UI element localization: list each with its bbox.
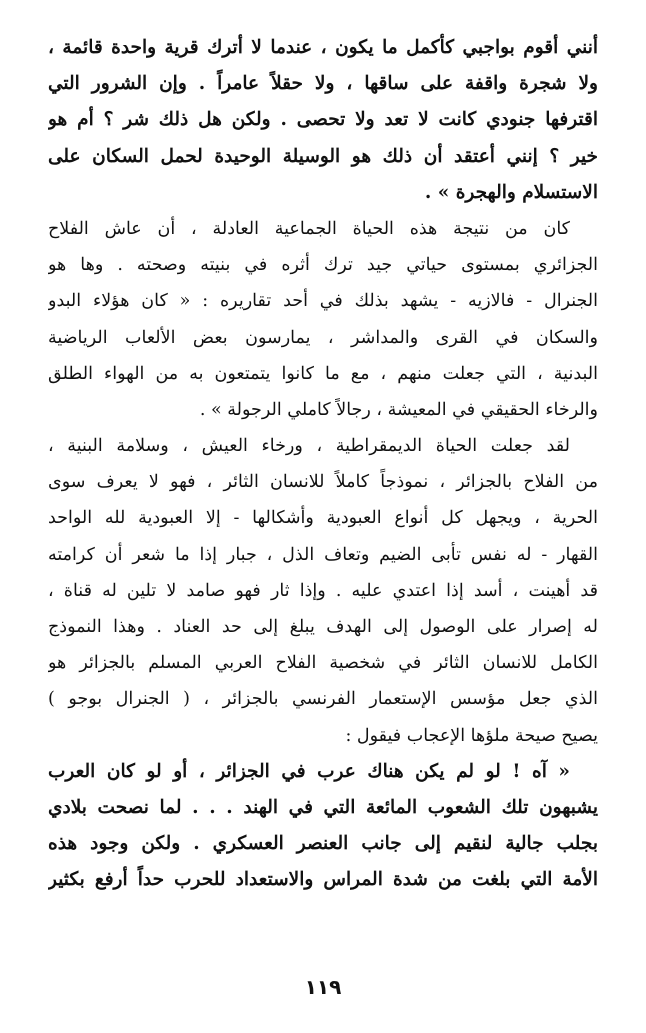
text-line: القهار - له نفس تأبى الضيم وتعاف الذل ، جبار إذا ما شعر أن كرامته — [48, 544, 598, 565]
text-line: يصيح صيحة ملؤها الإعجاب فيقول : — [345, 725, 598, 746]
paragraph-bugeaud-quote-part1 — [48, 30, 598, 211]
text-line: البدنية ، التي جعلت منهم ، مع ما كانوا يتمتعون به من الهواء الطلق — [48, 363, 598, 384]
paragraph-revolutionary-model — [48, 428, 598, 754]
text-line: من الفلاح بالجزائر ، نموذجاً كاملاً للانسان الثائر ، فهو لا يعرف سوى — [48, 472, 598, 493]
text-line: خير ؟ إنني أعتقد أن ذلك هو الوسيلة الوحيدة لحمل السكان على — [48, 145, 598, 167]
book-page — [48, 30, 598, 993]
text-line: الذي جعل مؤسس الإستعمار الفرنسي بالجزائر ، ( الجنرال بوجو ) — [48, 689, 598, 710]
text-line: أنني أقوم بواجبي كأكمل ما يكون ، عندما لا أترك قرية واحدة قائمة ، — [48, 37, 598, 58]
text-line: الجزائري بمستوى حياتي جيد ترك أثره في بنيته وصحته . وها هو — [48, 255, 598, 276]
text-line: والرخاء الحقيقي في المعيشة ، رجالاً كاملي الرجولة » . — [199, 399, 598, 420]
text-line: « آه ! لو لم يكن هناك عرب في الجزائر ، أو لو كان العرب — [48, 760, 570, 782]
text-line: اقترفها جنودي كانت لا تعد ولا تحصى . ولكن هل ذلك شر ؟ أم هو — [48, 109, 598, 131]
text-line: الأمة التي بلغت من شدة المراس والاستعداد للحرب حداً أرفع بكثير — [48, 869, 598, 891]
text-line: بجلب جالية لنقيم إلى جانب العنصر العسكري . ولكن وجود هذه — [48, 833, 598, 855]
text-line: والسكان في القرى والمداشر ، يمارسون بعض الألعاب الرياضية — [48, 327, 598, 348]
text-line: الاستسلام والهجرة » . — [424, 181, 598, 203]
page-number: ١١٩ — [304, 975, 342, 999]
text-line: الحرية ، ويجهل كل أنواع العبودية وأشكالها - إلا العبودية لله الواحد — [48, 508, 598, 529]
text-line: قد أهينت ، أسد إذا اعتدي عليه . وإذا ثار فهو صامد لا تلين له قناة ، — [48, 580, 598, 601]
text-line: الكامل للانسان الثائر في شخصية الفلاح العربي المسلم بالجزائر هو — [48, 653, 598, 674]
paragraph-bugeaud-quote-part2 — [48, 754, 598, 899]
text-line: له إصرار على الوصول إلى الهدف يبلغ إلى حد العناد . وهذا النموذج — [48, 617, 598, 637]
text-line: ولا شجرة واقفة على ساقها ، ولا حقلاً عامراً . وإن الشرور التي — [48, 73, 598, 95]
text-line: الجنرال - فالازيه - يشهد بذلك في أحد تقاريره : « كان هؤلاء البدو — [48, 291, 598, 312]
text-line: يشبهون تلك الشعوب المائعة التي في الهند . . . لما نصحت بلادي — [48, 796, 598, 818]
paragraph-farmer-life — [48, 211, 598, 428]
text-line: لقد جعلت الحياة الديمقراطية ، ورخاء العيش ، وسلامة البنية ، — [48, 436, 570, 457]
text-line: كان من نتيجة هذه الحياة الجماعية العادلة ، أن عاش الفلاح — [48, 218, 570, 239]
